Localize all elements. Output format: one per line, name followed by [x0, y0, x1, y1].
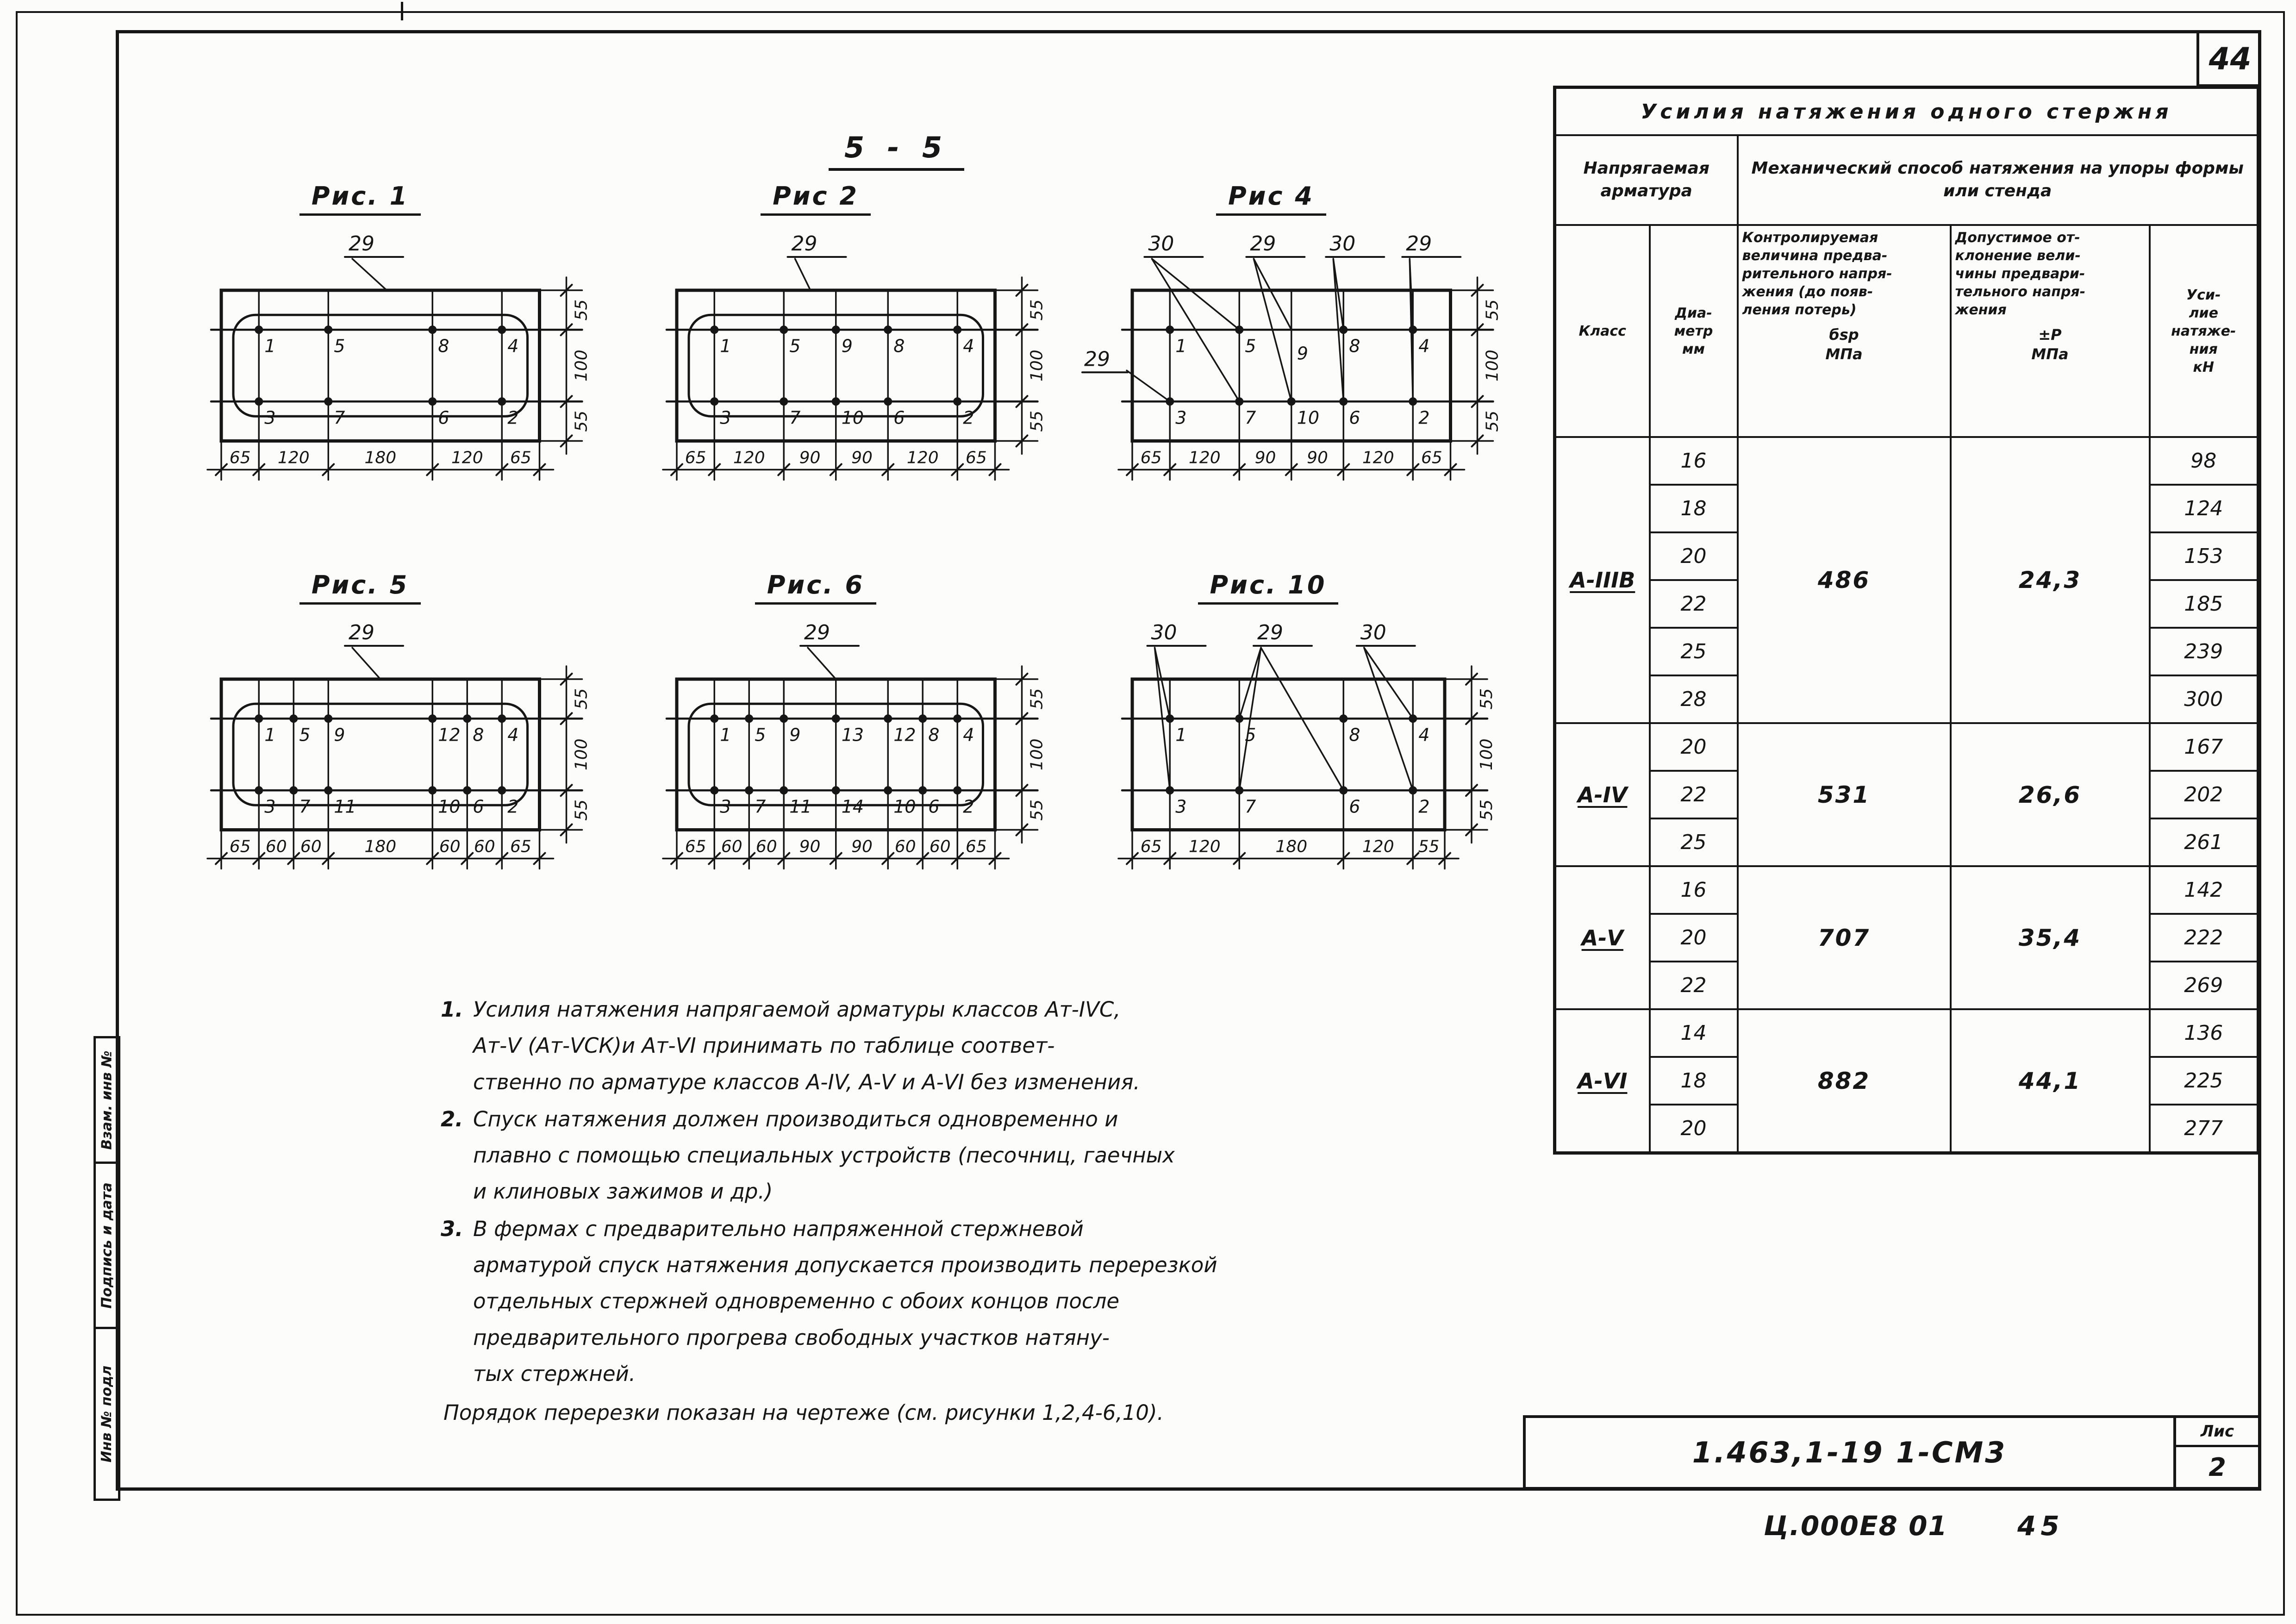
- svg-text:55: 55: [572, 799, 591, 821]
- figure-drawing-ris-10: [1081, 600, 1515, 886]
- svg-text:29: 29: [1257, 621, 1283, 644]
- svg-text:2: 2: [1418, 796, 1430, 817]
- svg-text:12: 12: [893, 725, 916, 745]
- sigma-cell: 531: [1738, 723, 1951, 866]
- svg-text:29: 29: [1250, 232, 1276, 256]
- note-item: [441, 992, 1454, 1100]
- svg-text:9: 9: [1297, 343, 1308, 364]
- svg-text:12: 12: [438, 725, 461, 745]
- svg-text:100: 100: [1477, 738, 1496, 771]
- note-item: [441, 1101, 1454, 1210]
- class-cell: А-IIIВ: [1555, 437, 1650, 723]
- svg-text:65: 65: [1421, 448, 1442, 468]
- figure-drawing-ris-4: [1081, 212, 1521, 497]
- force-cell: 153: [2150, 532, 2259, 580]
- figure-title: [1081, 181, 1461, 211]
- svg-text:7: 7: [1245, 796, 1256, 817]
- figure-title: [626, 570, 1005, 600]
- svg-text:5: 5: [299, 725, 311, 745]
- svg-text:60: 60: [265, 837, 287, 856]
- diameter-cell: 25: [1650, 628, 1738, 675]
- stamp-box-1: [94, 1036, 120, 1164]
- svg-text:8: 8: [893, 336, 905, 356]
- svg-text:8: 8: [928, 725, 940, 745]
- svg-text:3: 3: [720, 407, 731, 428]
- sheet-cell: [2173, 1418, 2259, 1487]
- figure-title-text: Рис. 6: [755, 570, 876, 605]
- svg-text:4: 4: [963, 725, 974, 745]
- force-cell: 202: [2150, 771, 2259, 818]
- svg-text:180: 180: [1275, 837, 1308, 856]
- svg-text:55: 55: [1477, 799, 1496, 821]
- svg-text:2: 2: [1418, 407, 1430, 428]
- figures-row-bottom: [170, 570, 1515, 887]
- svg-text:13: 13: [841, 725, 864, 745]
- svg-text:90: 90: [851, 448, 873, 468]
- svg-text:65: 65: [685, 837, 706, 856]
- figure-title-text: Рис. 1: [299, 181, 421, 216]
- svg-text:55: 55: [1027, 688, 1047, 710]
- svg-text:3: 3: [264, 407, 276, 428]
- svg-text:10: 10: [841, 407, 864, 428]
- deviation-cell: 44,1: [1951, 1009, 2150, 1153]
- force-cell: 124: [2150, 485, 2259, 532]
- force-cell: 261: [2150, 818, 2259, 866]
- svg-text:120: 120: [733, 448, 765, 468]
- svg-text:29: 29: [1406, 232, 1432, 256]
- diameter-cell: 22: [1650, 771, 1738, 818]
- figure-ris-6: [626, 570, 1066, 887]
- table-title: Усилия натяжения одного стержня: [1555, 87, 2259, 136]
- force-cell: 239: [2150, 628, 2259, 675]
- title-block: [1523, 1415, 2261, 1490]
- svg-text:1: 1: [720, 336, 731, 356]
- svg-text:6: 6: [893, 407, 905, 428]
- note-text: В фермах с предварительно напряженной стержневой арматурой спуск натяжения допускается производить перерезкой отдельных стержней одновременно с обоих концов после предварительного прогрева свободных участков натяну- тых стержней.: [473, 1216, 1217, 1386]
- diameter-cell: 20: [1650, 1105, 1738, 1153]
- footer-stamp-page: 45: [2017, 1510, 2064, 1542]
- svg-text:3: 3: [1175, 796, 1187, 817]
- diameter-cell: 14: [1650, 1009, 1738, 1057]
- figure-title-text: Рис. 5: [299, 570, 421, 605]
- col-header-diameter: Диа- метр мм: [1650, 225, 1738, 437]
- note-text: Усилия натяжения напрягаемой арматуры классов Ат-IVС, Ат-V (Ат-VСК)и Ат-VI принимать по таблице соответ- ственно по арматуре классов А-IV, А-V и А-VI без изменения.: [473, 997, 1140, 1094]
- svg-text:5: 5: [1245, 725, 1256, 745]
- figure-title-text: Рис 2: [761, 181, 871, 216]
- side-stamp-column: [94, 1036, 120, 1501]
- svg-text:180: 180: [364, 837, 397, 856]
- svg-text:2: 2: [507, 796, 519, 817]
- table-title-row: [1555, 87, 2259, 136]
- svg-text:65: 65: [965, 837, 987, 856]
- figure-drawing-ris-6: [626, 600, 1066, 886]
- group-header-reinforcement: Напрягаемая арматура: [1555, 135, 1738, 225]
- svg-text:10: 10: [893, 796, 916, 817]
- figure-title: [170, 570, 550, 600]
- svg-text:6: 6: [438, 407, 449, 428]
- svg-text:120: 120: [1362, 448, 1394, 468]
- tension-forces-table: [1553, 86, 2260, 1155]
- svg-text:65: 65: [1140, 448, 1162, 468]
- svg-text:90: 90: [1307, 448, 1328, 468]
- svg-text:4: 4: [1418, 336, 1430, 356]
- sheet-label: Лис: [2176, 1418, 2259, 1447]
- svg-text:60: 60: [929, 837, 951, 856]
- stamp-label: Подпись и дата: [99, 1182, 115, 1309]
- svg-text:55: 55: [1027, 799, 1047, 821]
- svg-text:55: 55: [1483, 410, 1502, 432]
- figure-title-text: Рис. 10: [1198, 570, 1339, 605]
- svg-text:8: 8: [1349, 725, 1360, 745]
- figure-drawing-ris-5: [170, 600, 610, 886]
- svg-text:30: 30: [1360, 621, 1386, 644]
- diameter-cell: 20: [1650, 723, 1738, 771]
- svg-text:7: 7: [755, 796, 766, 817]
- svg-text:55: 55: [1418, 837, 1440, 856]
- svg-text:90: 90: [1254, 448, 1276, 468]
- diameter-cell: 16: [1650, 866, 1738, 914]
- force-cell: 185: [2150, 580, 2259, 628]
- svg-text:14: 14: [841, 796, 864, 817]
- svg-text:65: 65: [229, 448, 251, 468]
- svg-text:7: 7: [789, 407, 801, 428]
- force-cell: 269: [2150, 962, 2259, 1009]
- svg-text:100: 100: [572, 350, 591, 382]
- svg-text:90: 90: [851, 837, 873, 856]
- svg-text:9: 9: [841, 336, 853, 356]
- figure-ris-5: [170, 570, 610, 887]
- deviation-cell: 35,4: [1951, 866, 2150, 1009]
- stamp-box-2: [94, 1162, 120, 1329]
- svg-text:8: 8: [473, 725, 484, 745]
- deviation-cell: 26,6: [1951, 723, 2150, 866]
- svg-text:11: 11: [334, 796, 356, 817]
- class-cell: А-VI: [1555, 1009, 1650, 1153]
- svg-text:55: 55: [572, 410, 591, 432]
- svg-text:65: 65: [229, 837, 251, 856]
- svg-text:5: 5: [1245, 336, 1256, 356]
- note-text: Спуск натяжения должен производиться одновременно и плавно с помощью специальных устройств (песочниц, гаечных и клиновых зажимов и др.): [473, 1106, 1175, 1204]
- force-cell: 225: [2150, 1057, 2259, 1105]
- deviation-cell: 24,3: [1951, 437, 2150, 723]
- diameter-cell: 20: [1650, 914, 1738, 962]
- footer-stamp-code: Ц.000Е8 01: [1764, 1510, 1948, 1542]
- diameter-cell: 18: [1650, 485, 1738, 532]
- figure-ris-4: [1081, 181, 1521, 499]
- col-header-deviation: Допустимое от- клонение вели- чины предвари- тельного напря- жения ±Р МПа: [1951, 225, 2150, 437]
- svg-text:2: 2: [963, 407, 974, 428]
- figure-ris-1: [170, 181, 610, 499]
- svg-text:4: 4: [1418, 725, 1430, 745]
- svg-text:4: 4: [507, 725, 519, 745]
- table-group-header-row: [1555, 135, 2259, 225]
- stamp-box-3: [94, 1327, 120, 1501]
- svg-text:65: 65: [510, 448, 531, 468]
- svg-text:65: 65: [965, 448, 987, 468]
- figures-row-top: [170, 181, 1521, 499]
- svg-text:5: 5: [755, 725, 766, 745]
- svg-text:6: 6: [1349, 407, 1360, 428]
- svg-text:29: 29: [1084, 347, 1110, 371]
- force-cell: 222: [2150, 914, 2259, 962]
- figure-title: [1081, 570, 1455, 600]
- svg-text:4: 4: [507, 336, 519, 356]
- svg-text:4: 4: [963, 336, 974, 356]
- col-header-class: Класс: [1555, 225, 1650, 437]
- diameter-cell: 22: [1650, 580, 1738, 628]
- svg-text:8: 8: [438, 336, 449, 356]
- stamp-label: Взам. инв №: [99, 1050, 115, 1150]
- svg-text:6: 6: [473, 796, 484, 817]
- svg-text:3: 3: [720, 796, 731, 817]
- table-row: [1555, 1009, 2259, 1057]
- svg-text:55: 55: [1027, 410, 1047, 432]
- figure-ris-10: [1081, 570, 1515, 887]
- svg-text:60: 60: [894, 837, 916, 856]
- figure-ris-2: [626, 181, 1066, 499]
- svg-text:65: 65: [1140, 837, 1162, 856]
- svg-text:60: 60: [755, 837, 777, 856]
- footer-stamp: [1764, 1510, 2064, 1542]
- svg-text:2: 2: [507, 407, 519, 428]
- force-cell: 142: [2150, 866, 2259, 914]
- sigma-cell: 882: [1738, 1009, 1951, 1153]
- diameter-cell: 18: [1650, 1057, 1738, 1105]
- svg-text:100: 100: [1483, 350, 1502, 382]
- note-number: 1.: [441, 997, 463, 1022]
- svg-text:30: 30: [1151, 621, 1177, 644]
- svg-text:30: 30: [1329, 232, 1356, 256]
- svg-text:60: 60: [439, 837, 461, 856]
- page-number: 44: [2196, 33, 2261, 87]
- force-cell: 167: [2150, 723, 2259, 771]
- svg-text:100: 100: [1027, 738, 1047, 771]
- svg-text:120: 120: [277, 448, 310, 468]
- svg-text:65: 65: [510, 837, 531, 856]
- diameter-cell: 16: [1650, 437, 1738, 485]
- table-row: [1555, 866, 2259, 914]
- table-row: [1555, 723, 2259, 771]
- svg-text:55: 55: [1027, 299, 1047, 321]
- diameter-cell: 25: [1650, 818, 1738, 866]
- sheet-number: 2: [2209, 1452, 2226, 1482]
- svg-text:6: 6: [1349, 796, 1360, 817]
- svg-text:1: 1: [1175, 336, 1187, 356]
- stamp-label: Инв № подл: [99, 1365, 115, 1462]
- svg-text:29: 29: [349, 621, 374, 644]
- svg-text:1: 1: [264, 336, 276, 356]
- svg-text:7: 7: [334, 407, 345, 428]
- document-number: 1.463,1-19 1-СМ3: [1692, 1436, 2007, 1469]
- figure-title-text: Рис 4: [1216, 181, 1326, 216]
- svg-text:60: 60: [300, 837, 322, 856]
- force-cell: 98: [2150, 437, 2259, 485]
- registration-tick: [401, 2, 403, 20]
- svg-text:10: 10: [1297, 407, 1320, 428]
- force-cell: 136: [2150, 1009, 2259, 1057]
- svg-text:1: 1: [720, 725, 731, 745]
- sigma-cell: 707: [1738, 866, 1951, 1009]
- svg-text:120: 120: [451, 448, 483, 468]
- diameter-cell: 20: [1650, 532, 1738, 580]
- svg-text:9: 9: [789, 725, 801, 745]
- class-cell: А-V: [1555, 866, 1650, 1009]
- svg-text:100: 100: [572, 738, 591, 771]
- svg-text:180: 180: [364, 448, 397, 468]
- svg-text:8: 8: [1349, 336, 1360, 356]
- svg-text:55: 55: [572, 299, 591, 321]
- svg-text:6: 6: [928, 796, 940, 817]
- svg-text:60: 60: [721, 837, 742, 856]
- figure-title: [626, 181, 1005, 211]
- svg-text:3: 3: [264, 796, 276, 817]
- svg-text:11: 11: [789, 796, 812, 817]
- svg-text:1: 1: [1175, 725, 1187, 745]
- svg-text:29: 29: [349, 232, 374, 256]
- note-item: [441, 1211, 1454, 1392]
- svg-text:120: 120: [1188, 448, 1221, 468]
- svg-text:120: 120: [1362, 837, 1394, 856]
- svg-text:9: 9: [334, 725, 345, 745]
- svg-text:30: 30: [1148, 232, 1174, 256]
- figure-drawing-ris-2: [626, 212, 1066, 497]
- svg-text:7: 7: [1245, 407, 1256, 428]
- col-header-force: Уси- лие натяже- ния кН: [2150, 225, 2259, 437]
- figure-title: [170, 181, 550, 211]
- svg-text:29: 29: [791, 232, 817, 256]
- notes-footer: Порядок перерезки показан на чертеже (см. рисунки 1,2,4-6,10).: [443, 1400, 1164, 1425]
- group-header-method: Механический способ натяжения на упоры формы или стенда: [1738, 135, 2259, 225]
- section-mark: 5 - 5: [829, 131, 964, 171]
- table-column-header-row: [1555, 225, 2259, 437]
- col-header-sigma: Контролируемая величина предва- рительного напря- жения (до появ- ления потерь) бsp МПа: [1738, 225, 1951, 437]
- diameter-cell: 22: [1650, 962, 1738, 1009]
- table-row: [1555, 437, 2259, 485]
- svg-text:60: 60: [474, 837, 495, 856]
- svg-text:1: 1: [264, 725, 276, 745]
- figure-drawing-ris-1: [170, 212, 610, 497]
- svg-text:29: 29: [804, 621, 830, 644]
- svg-text:120: 120: [906, 448, 939, 468]
- svg-text:7: 7: [299, 796, 311, 817]
- svg-text:55: 55: [572, 688, 591, 710]
- svg-text:90: 90: [799, 448, 821, 468]
- diameter-cell: 28: [1650, 675, 1738, 723]
- svg-text:2: 2: [963, 796, 974, 817]
- note-number: 2.: [441, 1106, 463, 1131]
- svg-text:120: 120: [1188, 837, 1221, 856]
- force-cell: 277: [2150, 1105, 2259, 1153]
- svg-text:5: 5: [789, 336, 801, 356]
- svg-text:10: 10: [438, 796, 461, 817]
- svg-text:3: 3: [1175, 407, 1187, 428]
- svg-text:65: 65: [685, 448, 706, 468]
- svg-text:55: 55: [1483, 299, 1502, 321]
- svg-text:90: 90: [799, 837, 821, 856]
- class-cell: А-IV: [1555, 723, 1650, 866]
- svg-text:55: 55: [1477, 688, 1496, 710]
- note-number: 3.: [441, 1216, 463, 1241]
- sigma-cell: 486: [1738, 437, 1951, 723]
- notes-block: [441, 992, 1454, 1431]
- svg-text:100: 100: [1027, 350, 1047, 382]
- svg-text:5: 5: [334, 336, 345, 356]
- force-cell: 300: [2150, 675, 2259, 723]
